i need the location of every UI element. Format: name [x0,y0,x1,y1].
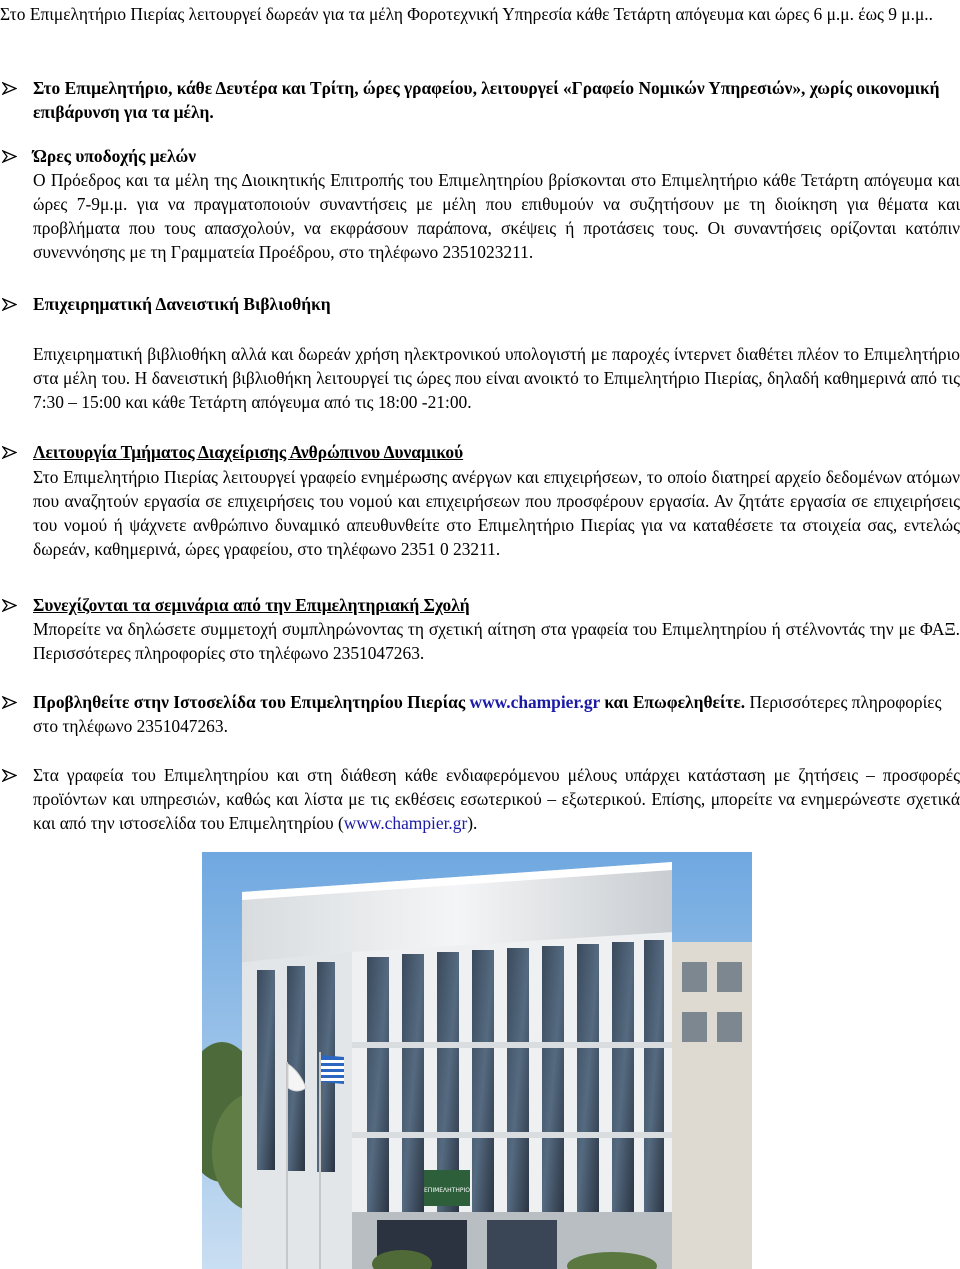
catalogue-paragraph: Στα γραφεία του Επιμελητηρίου και στη διάθεση κάθε ενδιαφερόμενου μέλους υπάρχει κατάσταση με ζητήσεις – προσφορές προϊόντων και υπηρεσιών, καθώς και λίστα με τις εκθέσεις εσωτερικού – εξωτερικού. Επίσης, μπορείτε να ενημερώνεστε σχετικά και από την ιστοσελίδα του Επιμελητηρίου (www.champier.gr). [33,765,960,833]
reception-hours-body: Ο Πρόεδρος και τα μέλη της Διοικητικής Επιτροπής του Επιμελητηρίου βρίσκονται στο Επιμελητήριο κάθε Τετάρτη απόγευμα και ώρες 7-9μ.μ. για να πραγματοποιούν συναντήσεις με μέλη που επιθυμούν να συζητήσουν με τη διοίκηση για θέματα και προβλήματα που τους απασχολούν, να εκφράσουν παράπονα, σκέψεις ή προτάσεις τους. Οι συναντήσεις ορίζονται κατόπιν συνεννόησης με τη Γραμματεία Προέδρου, στο τηλέφωνο 2351023211. [33,170,960,262]
arrow-bullet-icon [0,690,20,714]
champier-link-2[interactable]: www.champier.gr [343,813,468,833]
arrow-bullet-icon [0,593,20,617]
chamber-building-photo [202,852,752,1269]
champier-link[interactable]: www.champier.gr [469,692,600,712]
seminars-body: Μπορείτε να δηλώσετε συμμετοχή συμπληρώνοντας τη σχετική αίτηση στα γραφεία του Επιμελητηρίου ή στέλνοντάς την με ΦΑΞ. Περισσότερες πληροφορίες στο τηλέφωνο 2351047263. [33,619,960,663]
arrow-bullet-icon [0,440,20,464]
arrow-bullet-icon [0,144,20,168]
intro-paragraph: Στο Επιμελητήριο Πιερίας λειτουργεί δωρεάν για τα μέλη Φοροτεχνική Υπηρεσία κάθε Τετάρτη απόγευμα και ώρες 6 μ.μ. έως 9 μ.μ.. [0,4,933,24]
library-body: Επιχειρηματική βιβλιοθήκη αλλά και δωρεάν χρήση ηλεκτρονικού υπολογιστή με παροχές ίντερνετ διαθέτει πλέον το Επιμελητήριο στα μέλη του. Η δανειστική βιβλιοθήκη λειτουργεί τις ώρες που είναι ανοικτό το Επιμελητήριο Πιερίας, δηλαδή καθημερινά από τις 7:30 – 15:00 και κάθε Τετάρτη απόγευμα από τις 18:00 -21:00. [33,344,960,412]
seminars-heading: Συνεχίζονται τα σεμινάρια από την Επιμελητηριακή Σχολή [33,595,470,615]
building-sign: ΕΠΙΜΕΛΗΤΗΡΙΟ [424,1187,470,1194]
arrow-bullet-icon [0,76,20,100]
arrow-bullet-icon [0,292,20,316]
hr-body: Στο Επιμελητήριο Πιερίας λειτουργεί γραφείο ενημέρωσης ανέργων και επιχειρήσεων, το οποίο διατηρεί αρχείο δεδομένων ατόμων που αναζητούν εργασία σε επιχειρήσεις του νομού και επιχειρήσεων που προσφέρουν εργασία. Αν ζητάτε εργασία σε επιχειρήσεις του νομού ή ψάχνετε ανθρώπινο δυναμικό απευθυνθείτε στο Επιμελητήριο Πιερίας για να καταθέσετε τα στοιχεία σας, εντελώς δωρεάν, καθημερινά, ώρες γραφείου, στο τηλέφωνο 2351 0 23211. [33,467,960,559]
website-paragraph: Προβληθείτε στην Ιστοσελίδα του Επιμελητηρίου Πιερίας www.champier.gr και Επωφεληθείτε. Περισσότερες πληροφορίες στο τηλέφωνο 2351047263. [33,692,942,736]
hr-heading: Λειτουργία Τμήματος Διαχείρισης Ανθρώπινου Δυναμικού [33,442,464,462]
legal-services-paragraph: Στο Επιμελητήριο, κάθε Δευτέρα και Τρίτη, ώρες γραφείου, λειτουργεί «Γραφείο Νομικών Υπηρεσιών», χωρίς οικονομική επιβάρυνση για τα μέλη. [33,78,940,122]
library-heading: Επιχειρηματική Δανειστική Βιβλιοθήκη [33,294,331,314]
arrow-bullet-icon [0,763,20,787]
reception-hours-heading: Ώρες υποδοχής μελών [33,146,197,166]
